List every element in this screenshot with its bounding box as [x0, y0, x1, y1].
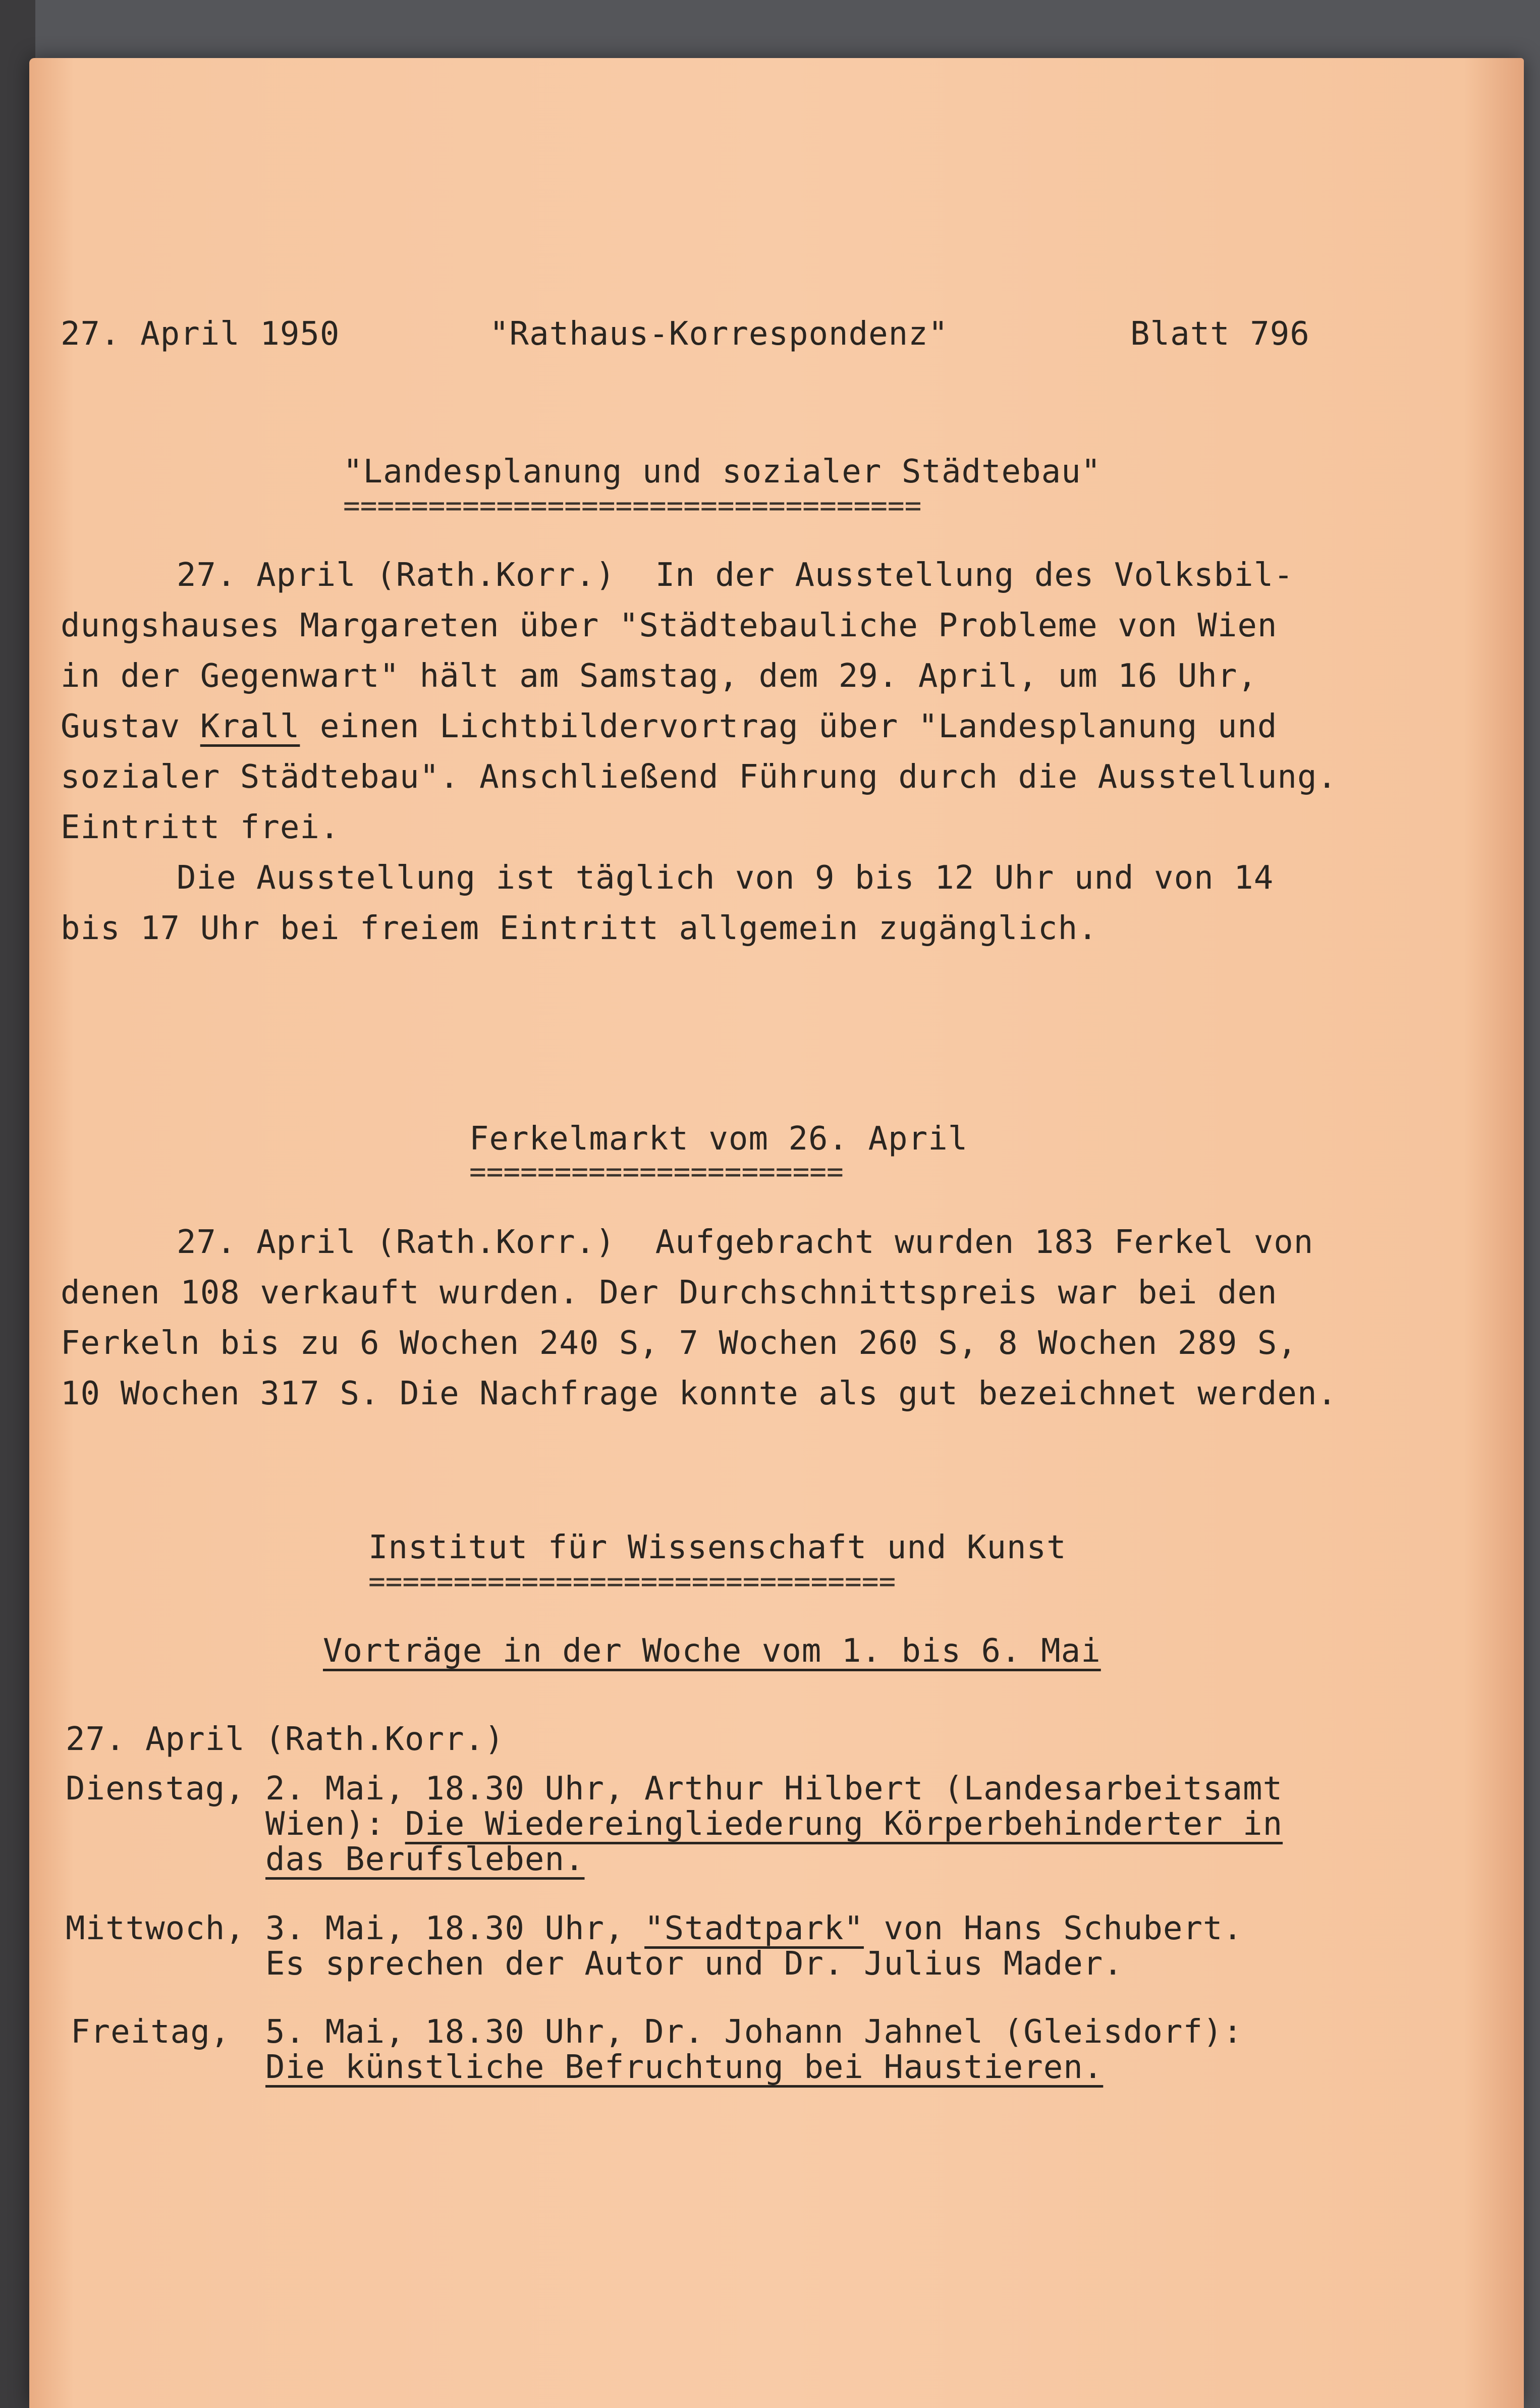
- lecture-day-wednesday: Mittwoch,: [66, 1910, 245, 1947]
- article1-line: [61, 710, 1277, 743]
- lecture-line: 2. Mai, 18.30 Uhr, Arthur Hilbert (Landesarbeitsamt: [265, 1770, 1283, 1808]
- article1-title: "Landesplanung und sozialer Städtebau": [343, 453, 1102, 490]
- article1-line: 27. April (Rath.Korr.) In der Ausstellung des Volksbil-: [177, 557, 1294, 594]
- lecture-line-end: von Hans Schubert.: [863, 1910, 1243, 1947]
- article2-title: Ferkelmarkt vom 26. April: [469, 1120, 968, 1158]
- lecture-title: "Stadtpark": [644, 1910, 864, 1947]
- article1-line: sozialer Städtebau". Anschließend Führung durch die Ausstellung.: [61, 758, 1337, 796]
- lecture-line: 5. Mai, 18.30 Uhr, Dr. Johann Jahnel (Gleisdorf):: [265, 2013, 1243, 2051]
- article2-line: 27. April (Rath.Korr.) Aufgebracht wurden 183 Ferkel von: [177, 1224, 1314, 1261]
- article2-line: Ferkeln bis zu 6 Wochen 240 S, 7 Wochen 260 S, 8 Wochen 289 S,: [61, 1325, 1297, 1362]
- lecture-title: Die Wiedereingliederung Körperbehinderter in: [405, 1805, 1283, 1843]
- lecture-line: [265, 1805, 1283, 1843]
- lecture-line-start: Wien):: [265, 1805, 405, 1843]
- document-page: [29, 58, 1524, 2408]
- article2-line: denen 108 verkauft wurden. Der Durchschnittspreis war bei den: [61, 1274, 1278, 1311]
- speaker-name-krall: Krall: [200, 708, 300, 745]
- header-date: 27. April 1950: [61, 315, 340, 353]
- article1-line: in der Gegenwart" hält am Samstag, dem 29. April, um 16 Uhr,: [61, 658, 1257, 695]
- article3-title-rule: ===============================: [368, 1565, 896, 1598]
- lecture-day-tuesday: Dienstag,: [66, 1770, 245, 1808]
- lecture-line-start: 3. Mai, 18.30 Uhr,: [265, 1910, 645, 1947]
- article1-line: Eintritt frei.: [61, 809, 340, 846]
- article3-title: Institut für Wissenschaft und Kunst: [368, 1529, 1067, 1566]
- lecture-title: Die künstliche Befruchtung bei Haustieren.: [265, 2049, 1104, 2086]
- header-sheet-number: Blatt 796: [1130, 315, 1310, 353]
- article1-line: bis 17 Uhr bei freiem Eintritt allgemein zugänglich.: [61, 910, 1098, 947]
- article2-line: 10 Wochen 317 S. Die Nachfrage konnte als gut bezeichnet werden.: [61, 1375, 1337, 1412]
- article2-title-rule: ======================: [469, 1156, 844, 1188]
- article3-dateline: 27. April (Rath.Korr.): [66, 1721, 505, 1758]
- article1-line: Die Ausstellung ist täglich von 9 bis 12 Uhr und von 14: [177, 859, 1274, 897]
- lecture-title-cont: das Berufsleben.: [265, 1841, 585, 1878]
- article1-line: dungshauses Margareten über "Städtebauliche Probleme von Wien: [61, 607, 1278, 644]
- lecture-line: [265, 1912, 1243, 1945]
- lecture-line: Es sprechen der Autor und Dr. Julius Mader.: [265, 1945, 1123, 1983]
- article1-line-end: einen Lichtbildervortrag über "Landesplanung und: [300, 708, 1278, 745]
- article1-title-rule: ==================================: [343, 489, 922, 522]
- article3-subtitle: Vorträge in der Woche vom 1. bis 6. Mai: [323, 1632, 1101, 1670]
- article1-line-start: Gustav: [61, 708, 200, 745]
- header-publication: "Rathaus-Korrespondenz": [489, 315, 949, 353]
- lecture-day-friday: Freitag,: [71, 2013, 231, 2051]
